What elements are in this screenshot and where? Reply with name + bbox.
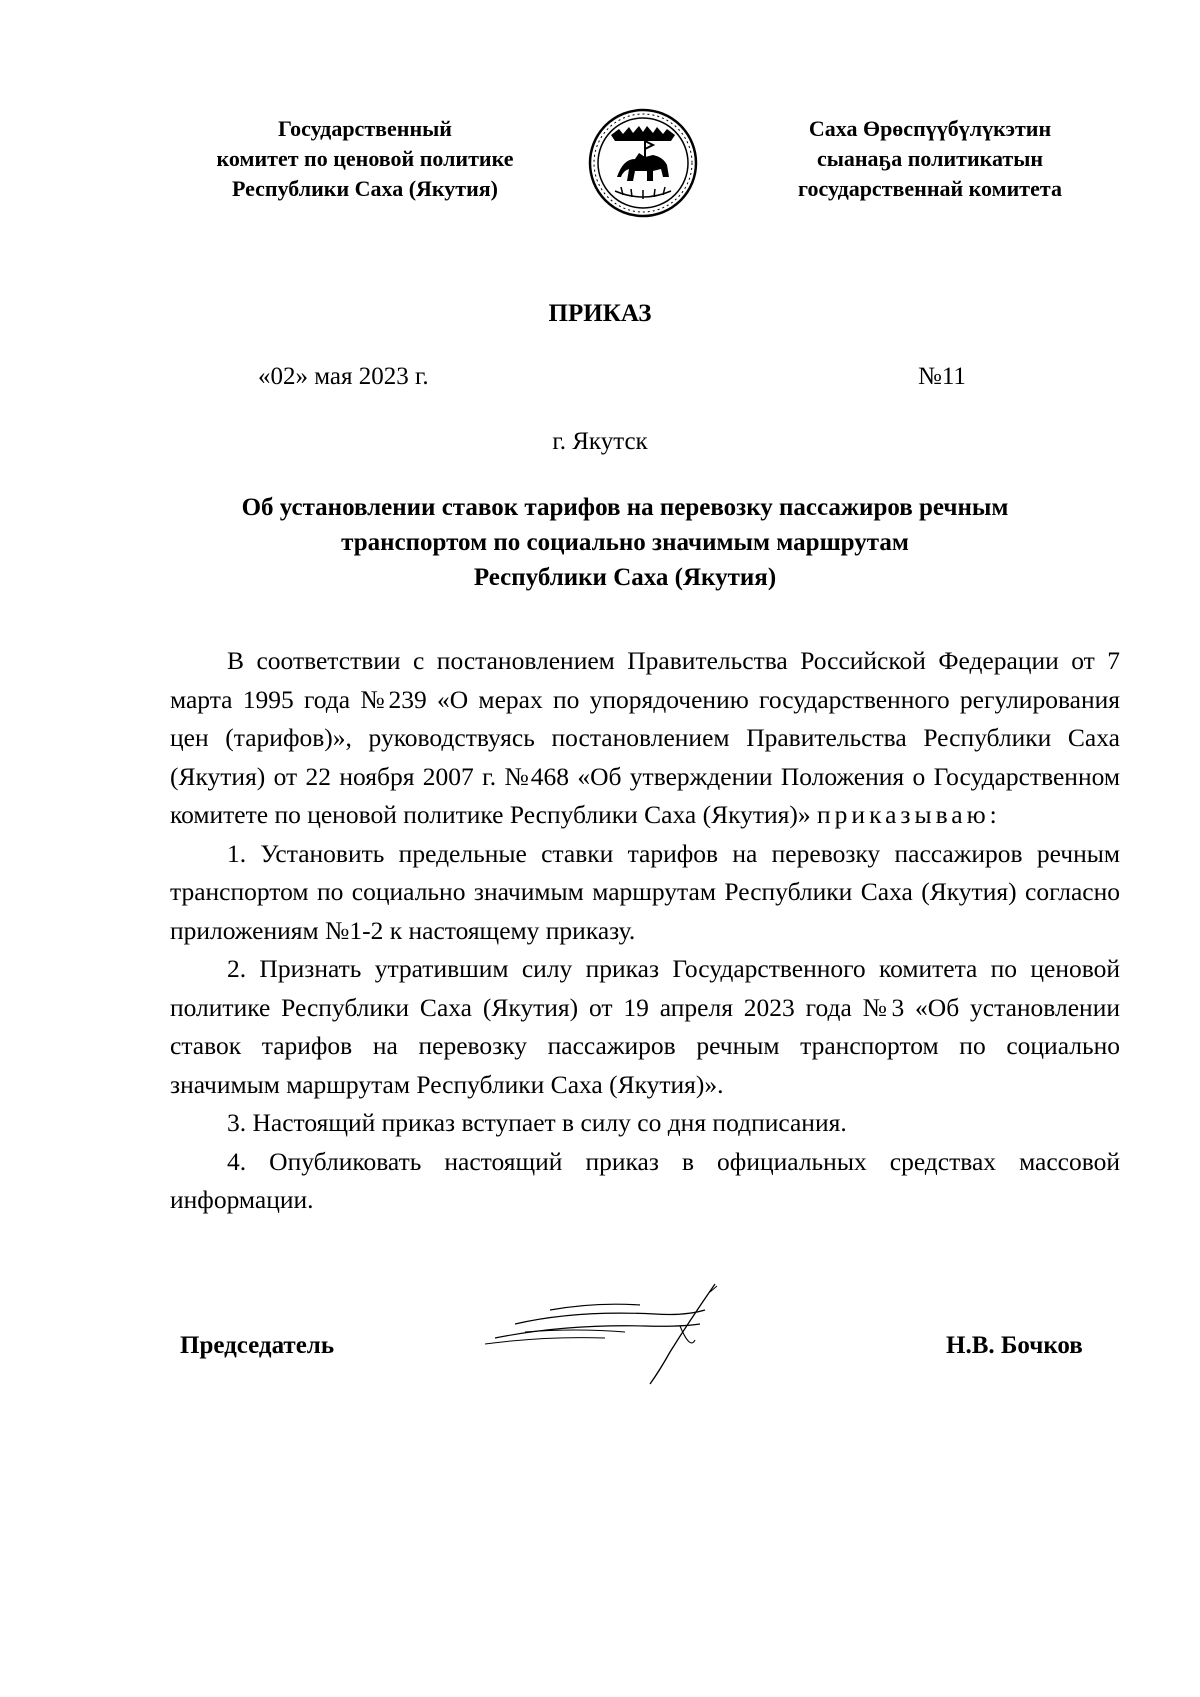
- document-body: [170, 642, 1120, 1220]
- signatory-name: Н.В. Бочков: [946, 1332, 1083, 1359]
- document-city: г. Якутск: [552, 428, 648, 455]
- signatory-title: Председатель: [180, 1332, 335, 1359]
- coat-of-arms-icon: [587, 107, 699, 219]
- document-type-title: ПРИКАЗ: [548, 300, 652, 327]
- document-subject: [170, 490, 1080, 595]
- preamble-paragraph: [170, 642, 1120, 835]
- document-date: «02» мая 2023 г.: [258, 363, 429, 390]
- header-right-line: Саха Өрөспүүбүлүкэтин: [808, 116, 1052, 141]
- handwritten-signature: [455, 1280, 785, 1390]
- header-right-sakha: [725, 114, 1135, 204]
- order-item: 3. Настоящий приказ вступает в силу со дня подписания.: [227, 1108, 847, 1137]
- header-right-line: сыанаҕа политикатын: [816, 146, 1044, 171]
- header-left-ru: [160, 114, 570, 204]
- order-word: приказываю:: [817, 800, 1001, 829]
- preamble-text: В соответствии с постановлением Правительства Российской Федерации от 7 марта 1995 года №239 «О мерах по упорядочению государственного регулирования цен (тарифов)», руководствуясь постановлением Правительства Республики Саха (Якутия) от 22 ноября 2007 г. №468 «Об утверждении Положения о Государственном комитете по ценовой политике Республики Саха (Якутия)»: [170, 646, 1120, 829]
- subject-line: Об установлении ставок тарифов на перевозку пассажиров речным: [241, 494, 1009, 521]
- subject-line: Республики Саха (Якутия): [473, 564, 777, 591]
- header-left-line: Республики Саха (Якутия): [231, 176, 499, 201]
- header-right-line: государственнай комитета: [798, 176, 1062, 201]
- document-number: №11: [918, 363, 966, 390]
- order-item: 4. Опубликовать настоящий приказ в официальных средствах массовой информации.: [170, 1146, 1120, 1214]
- subject-line: транспортом по социально значимым маршрутам: [341, 529, 909, 556]
- order-item: 1. Установить предельные ставки тарифов на перевозку пассажиров речным транспортом по социально значимым маршрутам Республики Саха (Якутия) согласно приложениям №1-2 к настоящему приказу.: [170, 838, 1120, 945]
- header-left-line: комитет по ценовой политике: [216, 146, 514, 171]
- header-left-line: Государственный: [278, 116, 452, 141]
- order-item: 2. Признать утратившим силу приказ Государственного комитета по ценовой политике Республики Саха (Якутия) от 19 апреля 2023 года №3 «Об установлении ставок тарифов на перевозку пассажиров речным транспортом по социально значимым маршрутам Республики Саха (Якутия)».: [170, 954, 1120, 1099]
